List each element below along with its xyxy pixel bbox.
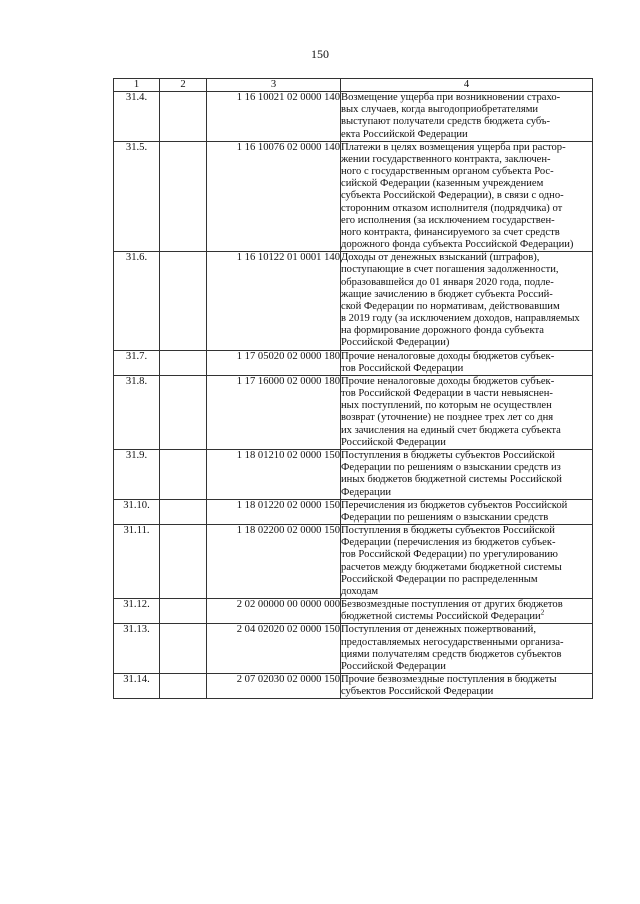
admin-code-cell [160,449,207,499]
description-line-text: их зачисления на единый счет бюджета субъекта [341,424,561,436]
description-line-text: Поступления в бюджеты субъектов Российской [341,525,555,537]
description-cell [341,525,593,599]
description-line [341,474,592,486]
description-line [341,425,592,437]
description-line [341,178,592,190]
description-line [341,586,592,598]
description-line [341,450,592,462]
description-line [341,227,592,239]
description-line-text: Прочие неналоговые доходы бюджетов субъек- [341,375,555,387]
table-row [114,350,593,375]
admin-code-cell [160,674,207,699]
description-line [341,190,592,202]
budget-code-cell: 1 18 01210 02 0000 150 [207,449,341,499]
description-line [341,215,592,227]
description-line [341,252,592,264]
budget-code-cell: 1 16 10021 02 0000 140 [207,92,341,142]
description-line-text: ных поступлений, по которым не осуществлен [341,400,552,412]
table-row [114,92,593,142]
table-row [114,375,593,449]
admin-code-cell [160,624,207,674]
description-line-text: жащие зачислению в бюджет субъекта Россий- [341,288,553,300]
description-line-text: Федерации [341,486,392,498]
description-line [341,203,592,215]
description-cell [341,674,593,699]
description-line [341,599,592,611]
description-cell [341,624,593,674]
budget-code-cell: 1 17 05020 02 0000 180 [207,350,341,375]
row-number-cell: 31.4. [114,92,160,142]
description-cell [341,599,593,624]
description-line [341,104,592,116]
description-line-text: дорожного фонда субъекта Российской Федерации) [341,239,574,251]
row-number-cell: 31.9. [114,449,160,499]
description-line [341,549,592,561]
budget-code-cell: 2 02 00000 00 0000 000 [207,599,341,624]
description-line [341,363,592,375]
table-row [114,449,593,499]
description-line-text: поступающие в счет погашения задолженности, [341,264,559,276]
description-line-text: сийской Федерации (казенным учреждением [341,178,544,190]
description-line [341,437,592,449]
description-line [341,277,592,289]
column-header-2: 2 [160,79,207,92]
description-line-text: жении государственного контракта, заключен- [341,153,551,165]
description-line [341,624,592,636]
row-number-cell: 31.7. [114,350,160,375]
description-line-text: ного с государственным органом субъекта Рос- [341,166,554,178]
budget-code-cell: 1 18 01220 02 0000 150 [207,499,341,524]
footnote-marker: 2 [540,608,545,617]
table-row [114,674,593,699]
table-body [114,92,593,699]
admin-code-cell [160,350,207,375]
description-line-text: на формирование дорожного фонда субъекта [341,325,544,337]
description-line-text: предоставляемых негосударственными организа- [341,636,564,648]
description-line [341,674,592,686]
table-row [114,252,593,350]
table-row [114,499,593,524]
table-row [114,599,593,624]
description-line [341,574,592,586]
budget-code-cell: 1 17 16000 02 0000 180 [207,375,341,449]
admin-code-cell [160,141,207,252]
description-line-text: Прочие неналоговые доходы бюджетов субъек- [341,350,555,362]
revenue-codes-table [113,78,593,699]
admin-code-cell [160,525,207,599]
description-line-text: Российской Федерации [341,436,446,448]
description-line [341,487,592,499]
description-line-text: тов Российской Федерации) по урегулированию [341,549,558,561]
description-cell [341,499,593,524]
description-line-text: Федерации (перечисления из бюджетов субъек- [341,537,556,549]
budget-code-cell: 1 16 10076 02 0000 140 [207,141,341,252]
description-line [341,500,592,512]
description-line-text: Безвозмездные поступления от других бюджетов [341,599,563,611]
description-line [341,116,592,128]
row-number-cell: 31.5. [114,141,160,252]
description-line-text: тов Российской Федерации в части невыяснен- [341,388,553,400]
description-line-text: Перечисления из бюджетов субъектов Российской [341,499,568,511]
admin-code-cell [160,499,207,524]
description-line-text: Возмещение ущерба при возникновении страхо- [341,92,561,103]
admin-code-cell [160,599,207,624]
description-line [341,264,592,276]
description-line [341,562,592,574]
table-row [114,141,593,252]
description-line-text: доходам [341,585,379,597]
description-line [341,686,592,698]
description-line-text: иных бюджетов бюджетной системы Российской [341,474,562,486]
description-cell [341,141,593,252]
description-line-text: Прочие безвозмездные поступления в бюджеты [341,674,557,686]
description-line-text: Российской Федерации [341,660,446,672]
row-number-cell: 31.8. [114,375,160,449]
admin-code-cell [160,375,207,449]
column-header-4: 4 [341,79,593,92]
description-line [341,142,592,154]
description-line [341,337,592,349]
table-header-row [114,79,593,92]
description-line [341,154,592,166]
row-number-cell: 31.13. [114,624,160,674]
description-line-text: расчетов между бюджетами бюджетной системы [341,561,562,573]
description-line-text: Платежи в целях возмещения ущерба при растор- [341,141,566,153]
budget-code-cell: 2 07 02030 02 0000 150 [207,674,341,699]
description-line-text: екта Российской Федерации [341,128,468,140]
description-line-text: возврат (уточнение) не позднее трех лет со дня [341,412,554,424]
description-line-text: ного контракта, финансируемого за счет средств [341,226,560,238]
description-line [341,289,592,301]
description-line [341,608,592,623]
description-line-text: циями получателям средств бюджетов субъектов [341,648,562,660]
description-line-text: образовавшейся до 01 января 2020 года, подле- [341,276,554,288]
description-line-text: тов Российской Федерации [341,362,464,374]
description-line [341,649,592,661]
description-line [341,92,592,104]
row-number-cell: 31.11. [114,525,160,599]
description-line-text: Доходы от денежных взысканий (штрафов), [341,252,540,264]
description-line [341,512,592,524]
description-line-text: Федерации по решениям о взыскании средств [341,511,549,523]
description-line [341,400,592,412]
description-line-text: Российской Федерации по распределенным [341,573,538,585]
row-number-cell: 31.6. [114,252,160,350]
description-line [341,301,592,313]
description-line-text: субъектов Российской Федерации [341,686,494,698]
budget-code-cell: 1 16 10122 01 0001 140 [207,252,341,350]
description-line [341,351,592,363]
description-line [341,388,592,400]
column-header-3: 3 [207,79,341,92]
description-line [341,313,592,325]
description-line-text: Поступления от денежных пожертвований, [341,624,536,636]
admin-code-cell [160,252,207,350]
admin-code-cell [160,92,207,142]
description-line-text: субъекта Российской Федерации), в связи с одно- [341,190,564,202]
description-line-text: Поступления в бюджеты субъектов Российской [341,449,555,461]
description-line-text: в 2019 году (за исключением доходов, направляемых [341,313,580,325]
description-line-text: Российской Федерации) [341,337,450,349]
description-line-text: его исполнения (за исключением государствен- [341,214,555,226]
description-line [341,525,592,537]
description-line-text: ской Федерации по нормативам, действовавшим [341,300,560,312]
description-line [341,325,592,337]
description-cell [341,375,593,449]
description-line [341,129,592,141]
description-line [341,412,592,424]
description-cell [341,350,593,375]
description-cell [341,449,593,499]
description-line [341,239,592,251]
row-number-cell: 31.10. [114,499,160,524]
row-number-cell: 31.14. [114,674,160,699]
page-number: 150 [311,47,329,61]
description-line-text: выступают получатели средств бюджета субъ- [341,116,551,128]
description-line [341,661,592,673]
budget-code-cell: 2 04 02020 02 0000 150 [207,624,341,674]
description-line [341,537,592,549]
row-number-cell: 31.12. [114,599,160,624]
description-line [341,462,592,474]
description-line-text: бюджетной системы Российской Федерации [341,611,541,623]
description-line-text: сторонним отказом исполнителя (подрядчика) от [341,202,563,214]
column-header-1: 1 [114,79,160,92]
description-cell [341,252,593,350]
table-row [114,624,593,674]
budget-code-cell: 1 18 02200 02 0000 150 [207,525,341,599]
description-line [341,637,592,649]
description-line [341,166,592,178]
table-row [114,525,593,599]
description-line-text: Федерации по решениям о взыскании средств из [341,462,561,474]
description-line-text: вых случаев, когда выгодоприобретателями [341,104,539,116]
description-line [341,376,592,388]
description-cell [341,92,593,142]
